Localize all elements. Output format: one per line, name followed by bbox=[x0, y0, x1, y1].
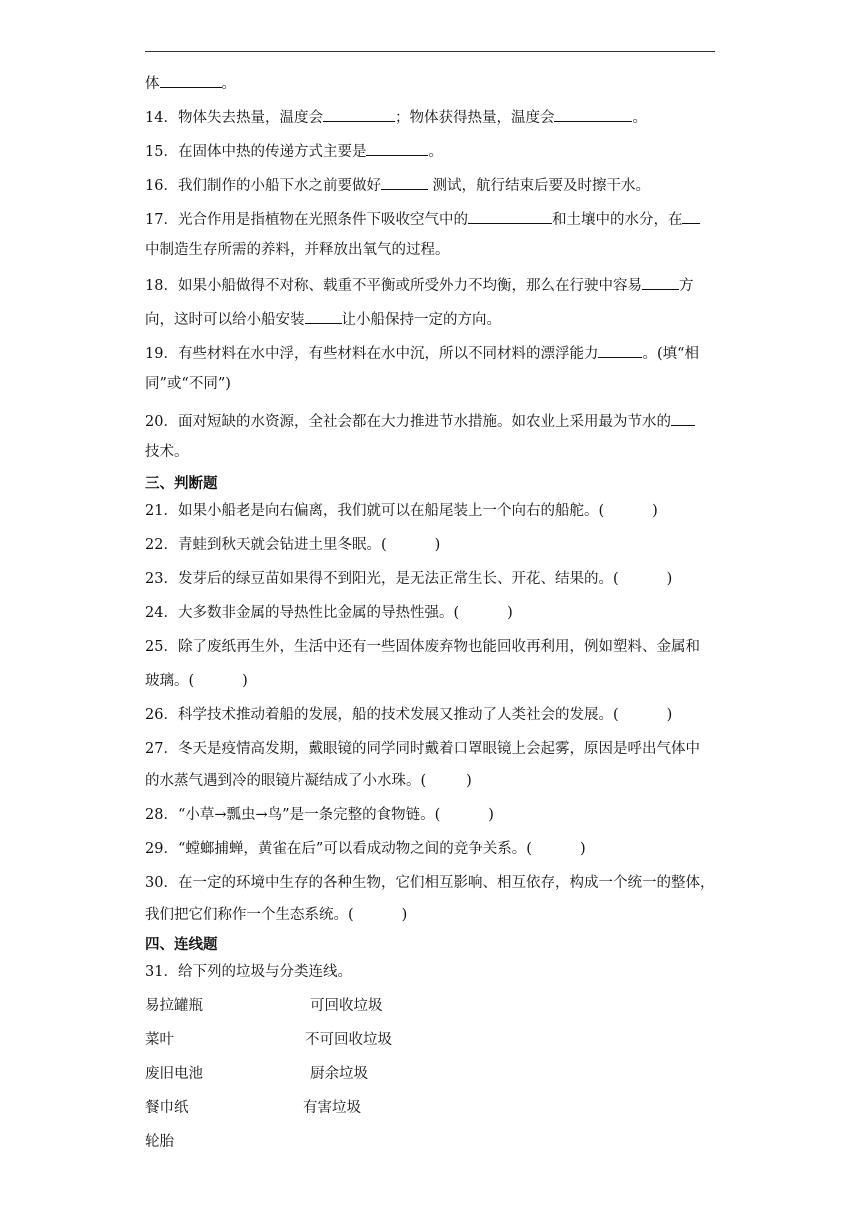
question-26 bbox=[145, 705, 672, 725]
question-text: 除了废纸再生外，生活中还有一些固体废弃物也能回收再利用，例如塑料、金属和 bbox=[177, 639, 700, 655]
question-number: 22． bbox=[145, 537, 178, 553]
paren-close: ) bbox=[666, 707, 673, 723]
q13-tail-end: 。 bbox=[221, 76, 236, 92]
question-text: 物体失去热量，温度会 bbox=[177, 110, 323, 126]
paren-close: ) bbox=[652, 503, 658, 519]
question-number: 17． bbox=[145, 212, 178, 228]
question-31 bbox=[145, 962, 352, 982]
question-20 bbox=[145, 410, 695, 432]
question-text: 。 bbox=[632, 110, 647, 126]
question-number: 30． bbox=[145, 875, 178, 891]
question-text: ；物体获得热量，温度会 bbox=[394, 110, 555, 126]
question-text: 在一定的环境中生存的各种生物，它们相互影响、相互依存，构成一个统一的整体， bbox=[177, 875, 715, 891]
question-25-line2 bbox=[145, 671, 248, 691]
question-text: 如果小船老是向右偏离，我们就可以在船尾装上一个向右的船舵。( bbox=[177, 503, 605, 519]
question-number: 16． bbox=[145, 178, 178, 194]
answer-blank[interactable] bbox=[468, 208, 552, 224]
paren-close: ) bbox=[466, 773, 472, 789]
answer-blank[interactable] bbox=[381, 174, 428, 190]
q13-tail bbox=[145, 72, 236, 94]
question-19-line2 bbox=[145, 374, 231, 394]
paren-close: ) bbox=[401, 907, 408, 923]
answer-blank[interactable] bbox=[366, 140, 428, 156]
question-17-line2 bbox=[145, 240, 450, 260]
question-number: 31． bbox=[145, 964, 178, 980]
match-left-item[interactable]: 餐巾纸 bbox=[145, 1100, 189, 1116]
answer-blank[interactable] bbox=[598, 342, 642, 358]
question-text: 冬天是疫情高发期，戴眼镜的同学同时戴着口罩眼镜上会起雾，原因是呼出气体中 bbox=[177, 741, 700, 757]
question-text: 测试，航行结束后要及时擦干水。 bbox=[427, 178, 651, 194]
answer-blank[interactable] bbox=[323, 106, 395, 122]
paren-close: ) bbox=[242, 673, 248, 689]
question-text: 我们制作的小船下水之前要做好 bbox=[177, 178, 381, 194]
question-27 bbox=[145, 739, 700, 759]
question-20-line2 bbox=[145, 442, 189, 462]
q13-tail-text: 体 bbox=[145, 76, 160, 92]
match-right-item[interactable]: 可回收垃圾 bbox=[310, 998, 383, 1014]
paren-close: ) bbox=[579, 841, 586, 857]
question-text: 我们把它们称作一个生态系统。( bbox=[145, 907, 354, 923]
match-right-item[interactable]: 不可回收垃圾 bbox=[305, 1032, 392, 1048]
question-text: 让小船保持一定的方向。 bbox=[341, 312, 501, 328]
match-right-item[interactable]: 厨余垃圾 bbox=[310, 1066, 368, 1082]
top-rule bbox=[145, 51, 715, 52]
match-left-item[interactable]: 废旧电池 bbox=[145, 1066, 203, 1082]
answer-blank[interactable] bbox=[554, 106, 632, 122]
answer-blank[interactable] bbox=[305, 308, 342, 324]
question-18-line2 bbox=[145, 308, 501, 330]
question-text: 向，这时可以给小船安装 bbox=[145, 312, 305, 328]
question-30-line2 bbox=[145, 905, 407, 925]
question-text: 面对短缺的水资源，全社会都在大力推进节水措施。如农业上采用最为节水的 bbox=[177, 414, 671, 430]
question-text: 的水蒸气遇到冷的眼镜片凝结成了小水珠。( bbox=[145, 773, 427, 789]
question-14 bbox=[145, 106, 647, 128]
question-number: 29． bbox=[145, 841, 178, 857]
question-text: 技术。 bbox=[145, 444, 189, 460]
question-17 bbox=[145, 208, 700, 230]
question-number: 23． bbox=[145, 571, 178, 587]
question-text: 给下列的垃圾与分类连线。 bbox=[177, 964, 352, 980]
question-text: 玻璃。( bbox=[145, 673, 195, 689]
question-text: 。 bbox=[428, 144, 443, 160]
paren-close: ) bbox=[488, 807, 494, 823]
paren-close: ) bbox=[434, 537, 441, 553]
section-heading-matching: 四、连线题 bbox=[145, 936, 218, 953]
question-27-line2 bbox=[145, 771, 472, 791]
match-left-item[interactable]: 菜叶 bbox=[145, 1032, 174, 1048]
question-text: 同”或“不同”) bbox=[145, 376, 231, 392]
question-text: 和土壤中的水分，在 bbox=[551, 212, 683, 228]
question-number: 28． bbox=[145, 807, 178, 823]
question-text: 方 bbox=[678, 278, 694, 294]
question-number: 18． bbox=[145, 278, 178, 294]
question-text: “小草→瓢虫→鸟”是一条完整的食物链。( bbox=[177, 807, 441, 823]
question-25 bbox=[145, 637, 700, 657]
question-28 bbox=[145, 805, 494, 825]
question-29 bbox=[145, 839, 586, 859]
section-heading-judge: 三、判断题 bbox=[145, 475, 218, 492]
question-text: “螳螂捕蝉，黄雀在后”可以看成动物之间的竞争关系。( bbox=[177, 841, 532, 857]
question-text: 中制造生存所需的养料，并释放出氧气的过程。 bbox=[145, 242, 450, 258]
question-19 bbox=[145, 342, 699, 364]
question-24 bbox=[145, 603, 513, 623]
question-number: 15． bbox=[145, 144, 178, 160]
question-number: 27． bbox=[145, 741, 178, 757]
question-21 bbox=[145, 501, 658, 521]
question-number: 24． bbox=[145, 605, 178, 621]
question-text: 青蛙到秋天就会钻进土里冬眠。( bbox=[177, 537, 387, 553]
answer-blank[interactable] bbox=[682, 208, 700, 224]
question-text: 。(填“相 bbox=[642, 346, 700, 362]
paren-close: ) bbox=[666, 571, 673, 587]
question-text: 如果小船做得不对称、载重不平衡或所受外力不均衡，那么在行驶中容易 bbox=[177, 278, 642, 294]
question-number: 21． bbox=[145, 503, 178, 519]
paren-close: ) bbox=[507, 605, 513, 621]
question-30 bbox=[145, 873, 714, 893]
question-number: 26． bbox=[145, 707, 178, 723]
question-23 bbox=[145, 569, 672, 589]
question-number: 25． bbox=[145, 639, 178, 655]
answer-blank[interactable] bbox=[642, 274, 679, 290]
question-18 bbox=[145, 274, 693, 296]
question-number: 20． bbox=[145, 414, 178, 430]
question-16 bbox=[145, 174, 650, 196]
question-text: 光合作用是指植物在光照条件下吸收空气中的 bbox=[177, 212, 468, 228]
question-text: 有些材料在水中浮，有些材料在水中沉，所以不同材料的漂浮能力 bbox=[177, 346, 599, 362]
answer-blank[interactable] bbox=[160, 72, 222, 88]
answer-blank[interactable] bbox=[671, 410, 695, 426]
question-number: 19． bbox=[145, 346, 178, 362]
match-right-item[interactable]: 有害垃圾 bbox=[303, 1100, 361, 1116]
question-text: 发芽后的绿豆苗如果得不到阳光，是无法正常生长、开花、结果的。( bbox=[177, 571, 619, 587]
question-15 bbox=[145, 140, 443, 162]
question-number: 14． bbox=[145, 110, 178, 126]
question-text: 大多数非金属的导热性比金属的导热性强。( bbox=[177, 605, 460, 621]
question-22 bbox=[145, 535, 440, 555]
match-left-item[interactable]: 易拉罐瓶 bbox=[145, 998, 203, 1014]
match-left-item[interactable]: 轮胎 bbox=[145, 1134, 174, 1150]
question-text: 在固体中热的传递方式主要是 bbox=[177, 144, 367, 160]
question-text: 科学技术推动着船的发展，船的技术发展又推动了人类社会的发展。( bbox=[177, 707, 619, 723]
